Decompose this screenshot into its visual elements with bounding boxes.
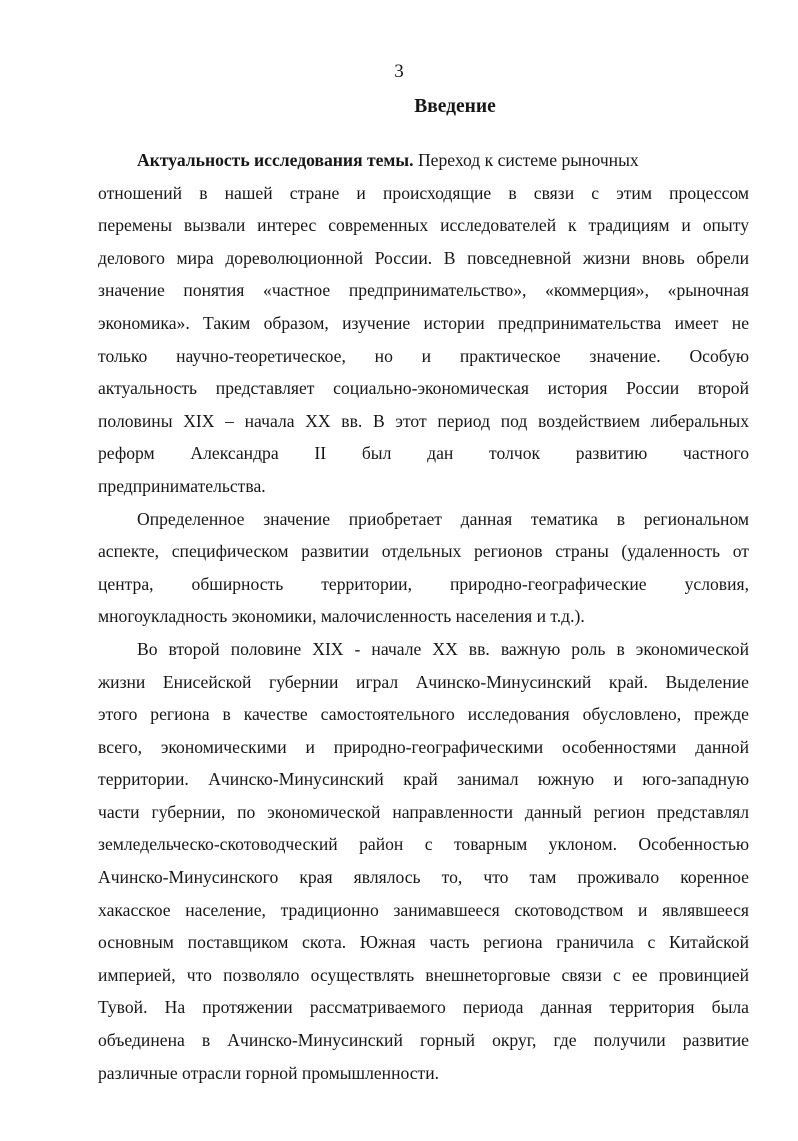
text-line: земледельческо-скотоводческий район с товарным уклоном. Особенностью <box>98 834 749 855</box>
section-title: Введение <box>414 96 496 117</box>
paragraph-lead: Актуальность исследования темы. <box>137 150 414 170</box>
text-line: экономика». Таким образом, изучение истории предпринимательства имеет не <box>98 312 749 333</box>
text-line: аспекте, специфическом развитии отдельных регионов страны (удаленность от <box>98 541 749 562</box>
text-line: Определенное значение приобретает данная тематика в региональном <box>137 508 749 529</box>
text-line: Переход к системе рыночных <box>417 150 639 170</box>
text-line: делового мира дореволюционной России. В повседневной жизни вновь обрели <box>98 247 749 268</box>
text-line: только научно-теоретическое, но и практическое значение. Особую <box>98 345 749 366</box>
text-line: объединена в Ачинско-Минусинский горный округ, где получили развитие <box>98 1030 749 1051</box>
text-line: различные отрасли горной промышленности. <box>98 1062 440 1083</box>
text-line: империей, что позволяло осуществлять внешнеторговые связи с ее провинцией <box>98 964 749 985</box>
paragraph-relevance <box>98 144 749 503</box>
text-line: актуальность представляет социально-экономическая история России второй <box>98 378 749 399</box>
text-line: всего, экономическими и природно-географическими особенностями данной <box>98 736 749 757</box>
text-line: реформ Александра II был дан толчок развитию частного <box>98 443 749 464</box>
text-line: многоукладность экономики, малочисленность населения и т.д.). <box>98 606 585 627</box>
text-line: территории. Ачинско-Минусинский край занимал южную и юго-западную <box>98 769 749 790</box>
text-line: половины XIX – начала XX вв. В этот период под воздействием либеральных <box>98 410 749 431</box>
text-line: значение понятия «частное предпринимательство», «коммерция», «рыночная <box>98 280 749 301</box>
text-line: Ачинско-Минусинского края являлось то, что там проживало коренное <box>98 867 749 888</box>
text-line: этого региона в качестве самостоятельного исследования обусловлено, прежде <box>98 704 749 725</box>
page-number: 3 <box>394 61 404 82</box>
text-line: отношений в нашей стране и происходящие в связи с этим процессом <box>98 182 749 203</box>
text-line: Тувой. На протяжении рассматриваемого периода данная территория была <box>98 997 749 1018</box>
text-line: части губернии, по экономической направленности данный регион представлял <box>98 801 749 822</box>
paragraph-achinsk-minusinsk <box>98 633 749 1089</box>
text-line: жизни Енисейской губернии играл Ачинско-Минусинский край. Выделение <box>98 671 749 692</box>
text-line: основным поставщиком скота. Южная часть региона граничила с Китайской <box>98 932 749 953</box>
text-line: Во второй половине XIX - начале XX вв. важную роль в экономической <box>137 638 749 659</box>
body-text <box>98 144 749 1089</box>
text-line: перемены вызвали интерес современных исследователей к традициям и опыту <box>98 215 749 236</box>
text-line: предпринимательства. <box>98 475 266 496</box>
text-line: центра, обширность территории, природно-географические условия, <box>98 573 749 594</box>
paragraph-regional <box>98 503 749 633</box>
text-line: хакасское население, традиционно занимавшееся скотоводством и являвшееся <box>98 899 749 920</box>
